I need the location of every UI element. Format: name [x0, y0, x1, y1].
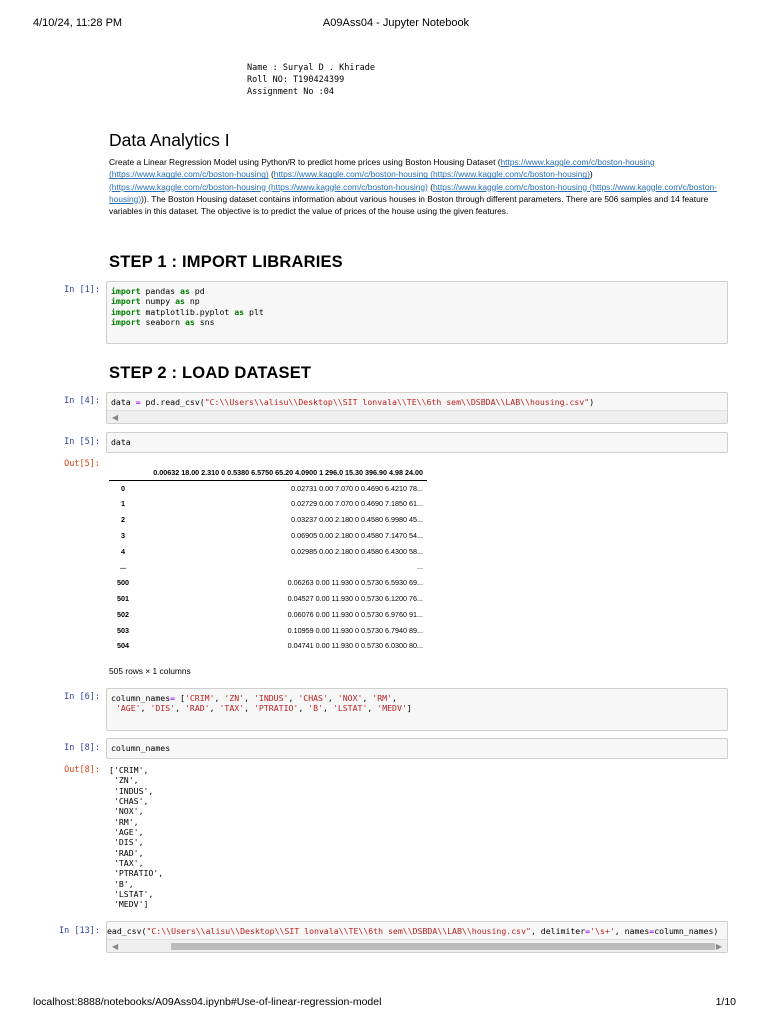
page-title: Data Analytics I: [109, 130, 230, 150]
row-value: 0.02729 0.00 7.070 0 0.4690 7.1850 61...: [291, 499, 423, 509]
string-literal: '\s+': [590, 926, 615, 936]
code-text: ,: [367, 703, 378, 714]
module: seaborn: [140, 317, 185, 328]
table-row: [109, 480, 427, 496]
row-index: 4: [121, 546, 125, 556]
operator: =: [135, 397, 141, 407]
row-value: 0.06263 0.00 11.930 0 0.5730 6.5930 69...: [287, 578, 423, 588]
code-text: ): [589, 397, 595, 407]
string-literal: 'MEDV': [377, 703, 407, 714]
code-text: data: [111, 397, 136, 407]
cell-prompt: In [6]:: [64, 692, 100, 702]
code-editor[interactable]: [107, 689, 727, 718]
code-text: ,: [288, 693, 299, 703]
table-row: [109, 496, 427, 512]
kaggle-link[interactable]: https://www.kaggle.com/c/boston-housing: [500, 157, 655, 167]
alias: sns: [194, 317, 215, 328]
row-value: 0.02731 0.00 7.070 0 0.4690 6.4210 78...: [291, 483, 423, 493]
cell-prompt: In [8]:: [64, 743, 100, 753]
table-row: [109, 527, 427, 543]
meta-name: Name : Suryal D . Khirade: [247, 63, 375, 73]
operator: =: [585, 926, 591, 936]
code-text: [: [175, 693, 185, 703]
code-text: ,: [175, 703, 185, 714]
table-row: [109, 638, 427, 654]
row-value: 0.10959 0.00 11.930 0 0.5730 6.7940 89...: [287, 625, 423, 635]
keyword: import: [111, 286, 141, 296]
row-value: ...: [417, 562, 423, 572]
row-index: 3: [121, 530, 125, 540]
alias: pd: [189, 286, 205, 296]
code-text: column_names): [654, 926, 719, 936]
row-value: 0.02985 0.00 2.180 0 0.4580 6.4300 58...: [291, 546, 423, 556]
row-index: 504: [117, 641, 129, 651]
row-value: 0.04527 0.00 11.930 0 0.5730 6.1200 76...: [287, 593, 423, 603]
code-cell-column-names[interactable]: [106, 688, 728, 731]
code-text: ,: [214, 693, 225, 703]
row-index: 1: [121, 499, 125, 509]
code-editor[interactable]: [107, 393, 727, 411]
code-editor[interactable]: column_names: [111, 743, 171, 753]
row-value: 0.04741 0.00 11.930 0 0.5730 6.0300 80...: [287, 641, 423, 651]
output-prompt: Out[5]:: [64, 459, 100, 469]
operator: =: [649, 926, 655, 936]
row-index: 503: [117, 625, 129, 635]
alias: plt: [244, 306, 264, 317]
string-literal: 'DIS': [150, 703, 176, 714]
code-text: ]: [406, 703, 412, 714]
row-index: ...: [120, 562, 126, 572]
output-prompt: Out[8]:: [64, 765, 100, 775]
intro-text: (: [427, 181, 433, 192]
scroll-right-icon[interactable]: ▶: [715, 942, 722, 951]
index-header: [109, 466, 137, 480]
code-text: ,: [327, 693, 338, 703]
meta-assignment: Assignment No :04: [247, 87, 334, 97]
table-row: [109, 559, 427, 575]
dataframe-shape: 505 rows × 1 columns: [109, 666, 191, 676]
code-text: , names: [614, 926, 650, 936]
code-text: ,: [392, 693, 397, 703]
alias: np: [184, 296, 200, 307]
step1-heading: STEP 1 : IMPORT LIBRARIES: [109, 253, 343, 271]
code-cell-read-csv-named[interactable]: [106, 921, 728, 953]
column-header: 0.00632 18.00 2.310 0 0.5380 6.5750 65.20 4.0900 1 296.0 15.30 396.90 4.98 24.00: [137, 466, 427, 480]
string-literal: 'INDUS': [253, 693, 289, 703]
string-literal: 'CHAS': [298, 693, 328, 703]
table-row: [109, 543, 427, 559]
row-value: 0.03237 0.00 2.180 0 0.4580 6.9980 45...: [291, 514, 423, 524]
string-literal: 'NOX': [337, 693, 363, 703]
code-cell-show-columns[interactable]: [106, 738, 728, 759]
code-cell-imports[interactable]: [106, 281, 728, 344]
code-text: , delimiter: [530, 926, 586, 936]
column-names-output: ['CRIM', 'ZN', 'INDUS', 'CHAS', 'NOX', 'RM', 'AGE', 'DIS', 'RAD', 'TAX', 'PTRATIO', 'B', 'LSTAT', 'MEDV']: [109, 765, 164, 910]
string-literal: 'TAX': [219, 703, 245, 714]
module: pandas: [140, 286, 181, 296]
code-text: ,: [140, 703, 151, 714]
scroll-left-icon[interactable]: ◀: [112, 942, 119, 951]
print-title: A09Ass04 - Jupyter Notebook: [322, 17, 470, 29]
intro-paragraph: [109, 156, 721, 217]
keyword: as: [234, 306, 245, 317]
string-literal: 'CRIM': [184, 693, 215, 703]
cell-prompt: In [1]:: [64, 285, 100, 295]
row-index: 501: [117, 593, 129, 603]
kaggle-link[interactable]: https://www.kaggle.com/c/boston-housing (https://www.kaggle.com/c/boston-housing): [273, 169, 590, 180]
step2-heading: STEP 2 : LOAD DATASET: [109, 364, 312, 382]
table-row: [109, 512, 427, 528]
code-editor[interactable]: [107, 282, 727, 332]
module: numpy: [140, 296, 176, 307]
row-value: 0.06905 0.00 2.180 0 0.4580 7.1470 54...: [291, 530, 423, 540]
print-datetime: 4/10/24, 11:28 PM: [33, 17, 123, 29]
scroll-left-icon[interactable]: ◀: [112, 413, 119, 422]
row-value: 0.06076 0.00 11.930 0 0.5730 6.9760 91...: [287, 609, 423, 619]
code-text: ,: [298, 703, 309, 714]
meta-roll: Roll NO: T190424399: [247, 75, 345, 85]
intro-text: Create a Linear Regression Model using Python/R to predict home prices using Boston Housing Dataset (: [109, 157, 501, 167]
row-index: 2: [121, 514, 125, 524]
table-row: [109, 575, 427, 591]
code-cell-data[interactable]: [106, 432, 728, 453]
table-header-row: [109, 466, 427, 480]
scrollbar-thumb[interactable]: [171, 943, 715, 950]
code-text: ,: [323, 703, 333, 714]
string-literal: 'RAD': [184, 703, 210, 714]
string-literal: 'PTRATIO': [254, 703, 299, 714]
keyword: import: [111, 296, 141, 307]
keyword: as: [180, 286, 190, 296]
intro-text: ): [589, 169, 593, 180]
table-row: [109, 622, 427, 638]
intro-text: )). The Boston Housing dataset contains information about various houses in Boston through different parameters. There are 506 samples and 14 feature variables in this dataset. The objective is to predict the value of prices of the house using the given features.: [109, 193, 709, 217]
string-literal: "C:\\Users\\alisu\\Desktop\\SIT lonvala\\TE\\6th sem\\DSBDA\\LAB\\housing.csv": [204, 397, 590, 407]
horizontal-scrollbar[interactable]: [107, 939, 727, 952]
table-row: [109, 606, 427, 622]
code-text: ,: [362, 693, 373, 703]
dataframe-table: [109, 466, 427, 654]
cell-prompt: In [13]:: [59, 926, 100, 936]
cell-prompt: In [4]:: [64, 396, 100, 406]
kaggle-link[interactable]: https://www.kaggle.com/c/boston-housing (https://www.kaggle.com/c/boston-housing): [109, 181, 717, 204]
code-text: ead_csv(: [107, 926, 147, 936]
code-text: ,: [244, 693, 254, 703]
code-text: pd.read_csv(: [140, 397, 205, 407]
string-literal: "C:\\Users\\alisu\\Desktop\\SIT lonvala\\TE\\6th sem\\DSBDA\\LAB\\housing.csv": [146, 926, 531, 936]
keyword: as: [175, 296, 185, 307]
keyword: as: [184, 317, 195, 328]
print-page-number: 1/10: [715, 996, 736, 1008]
code-editor[interactable]: data: [111, 437, 131, 447]
code-text: ,: [244, 703, 254, 714]
code-editor[interactable]: [107, 922, 727, 940]
row-index: 0: [121, 483, 125, 493]
cell-prompt: In [5]:: [64, 437, 100, 447]
string-literal: 'RM': [372, 693, 393, 703]
code-text: ,: [209, 703, 220, 714]
keyword: import: [111, 317, 141, 328]
module: matplotlib.pyplot: [140, 306, 235, 317]
kaggle-link[interactable]: (https://www.kaggle.com/c/boston-housing): [109, 169, 269, 180]
print-url: localhost:8888/notebooks/A09Ass04.ipynb#Use-of-linear-regression-model: [33, 996, 382, 1008]
operator: =: [170, 693, 176, 703]
code-cell-read-csv[interactable]: [106, 392, 728, 424]
row-index: 502: [117, 609, 129, 619]
string-literal: 'AGE': [115, 703, 141, 714]
table-row: [109, 591, 427, 607]
keyword: import: [111, 306, 141, 317]
row-index: 500: [117, 578, 129, 588]
kaggle-link[interactable]: (https://www.kaggle.com/c/boston-housing (https://www.kaggle.com/c/boston-housing): [109, 181, 428, 192]
intro-text: (: [268, 169, 274, 180]
string-literal: 'B': [308, 703, 324, 714]
horizontal-scrollbar[interactable]: [107, 410, 727, 423]
string-literal: 'ZN': [224, 693, 245, 703]
string-literal: 'LSTAT': [332, 703, 368, 714]
code-text: column_names: [111, 693, 171, 703]
